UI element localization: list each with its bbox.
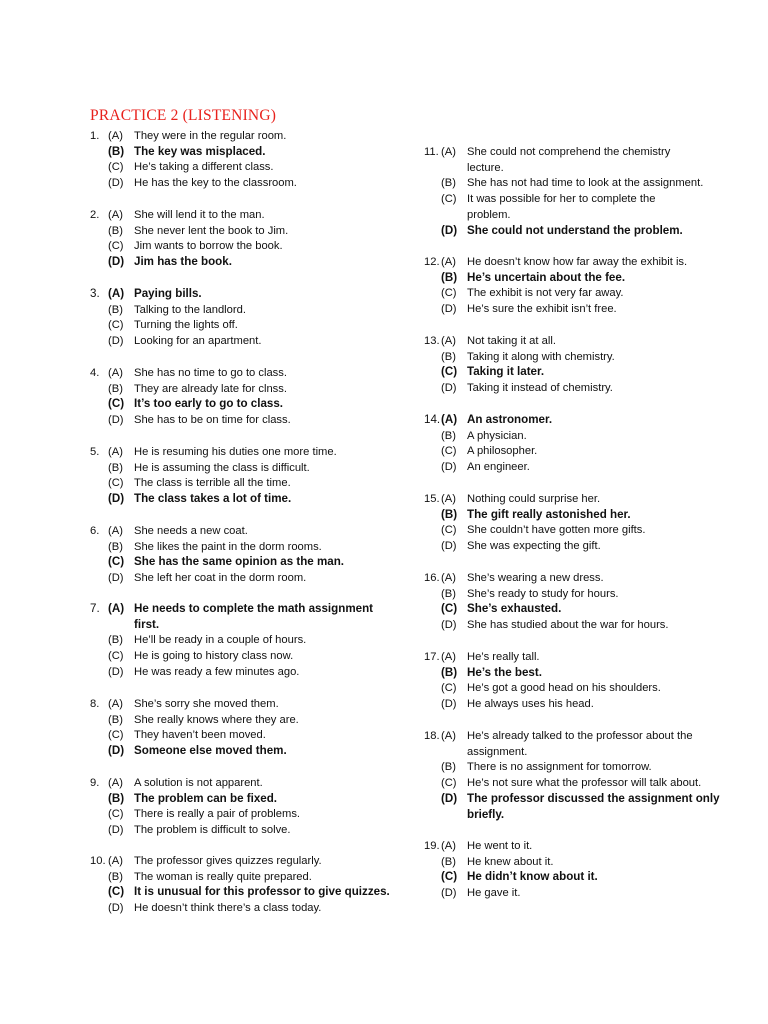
option-text: He has the key to the classroom. xyxy=(134,177,297,190)
option-letter: (A) xyxy=(108,367,123,379)
option-text: He’s not sure what the professor will talk about. xyxy=(467,777,702,790)
option-text: She has studied about the war for hours. xyxy=(467,619,669,632)
question-number: 1. xyxy=(90,130,100,142)
question-number: 10. xyxy=(90,855,106,867)
question-number: 6. xyxy=(90,525,100,537)
option-text: She has to be on time for class. xyxy=(134,414,291,427)
option-text: She has the same opinion as the man. xyxy=(134,555,345,569)
option-text: Turning the lights off. xyxy=(134,319,238,332)
option-text: assignment. xyxy=(467,745,528,758)
option-letter: (C) xyxy=(441,524,457,537)
question-number: 11. xyxy=(424,146,439,158)
option-text: She will lend it to the man. xyxy=(134,209,265,221)
option-letter: (B) xyxy=(108,144,125,158)
option-text: He’s got a good head on his shoulders. xyxy=(467,682,661,695)
option-letter: (A) xyxy=(108,602,125,615)
option-text: A physician. xyxy=(467,429,527,442)
option-letter: (B) xyxy=(108,791,125,805)
option-letter: (B) xyxy=(441,855,456,868)
option-letter: (C) xyxy=(108,477,124,490)
option-text: The key was misplaced. xyxy=(134,144,266,158)
option-letter: (D) xyxy=(108,335,124,348)
option-letter: (C) xyxy=(108,240,124,253)
option-text: She really knows where they are. xyxy=(134,713,299,726)
option-text: Not taking it at all. xyxy=(467,335,556,347)
option-text: The problem can be fixed. xyxy=(134,791,278,805)
option-text: The gift really astonished her. xyxy=(467,507,631,521)
option-text: The class takes a lot of time. xyxy=(134,492,292,506)
option-letter: (C) xyxy=(108,650,124,663)
option-letter: (C) xyxy=(108,319,124,332)
option-letter: (A) xyxy=(108,446,123,458)
option-letter: (B) xyxy=(441,665,458,679)
option-text: She’s ready to study for hours. xyxy=(467,587,619,600)
question-number: 16. xyxy=(424,572,440,584)
option-text: She needs a new coat. xyxy=(134,525,248,537)
option-text: Nothing could surprise her. xyxy=(467,493,601,505)
option-text: Taking it instead of chemistry. xyxy=(467,382,613,395)
option-text: He was ready a few minutes ago. xyxy=(134,665,300,678)
option-text: Paying bills. xyxy=(134,287,202,300)
option-letter: (A) xyxy=(441,840,456,852)
option-text: The class is terrible all the time. xyxy=(134,477,291,490)
option-text: He’s the best. xyxy=(467,665,542,679)
option-letter: (A) xyxy=(441,572,456,584)
option-letter: (D) xyxy=(441,540,457,553)
option-text: Someone else moved them. xyxy=(134,744,287,758)
option-letter: (A) xyxy=(441,651,456,663)
question-number: 3. xyxy=(90,287,100,300)
option-letter: (B) xyxy=(441,507,458,521)
option-letter: (B) xyxy=(108,461,123,474)
option-letter: (D) xyxy=(108,824,124,837)
option-letter: (B) xyxy=(108,382,123,395)
option-letter: (B) xyxy=(441,761,456,774)
option-text: He’s uncertain about the fee. xyxy=(467,270,626,284)
option-text: There is really a pair of problems. xyxy=(134,808,301,821)
option-letter: (B) xyxy=(108,870,123,883)
option-letter: (D) xyxy=(441,791,458,805)
option-letter: (D) xyxy=(441,303,457,316)
option-text: She’s sorry she moved them. xyxy=(134,698,279,710)
option-text: He’ll be ready in a couple of hours. xyxy=(134,634,307,647)
option-text: She’s wearing a new dress. xyxy=(467,572,604,584)
option-text: He is assuming the class is difficult. xyxy=(134,461,310,474)
option-letter: (A) xyxy=(441,730,456,742)
question-number: 2. xyxy=(90,209,100,221)
option-text: She was expecting the gift. xyxy=(467,540,601,553)
option-text: It’s too early to go to class. xyxy=(134,397,284,411)
option-letter: (C) xyxy=(108,555,125,569)
option-letter: (A) xyxy=(441,493,456,505)
option-text: She couldn’t have gotten more gifts. xyxy=(467,524,646,537)
option-text: Jim wants to borrow the book. xyxy=(134,240,283,253)
option-text: He’s taking a different class. xyxy=(134,161,274,174)
option-letter: (B) xyxy=(441,350,456,363)
option-letter: (C) xyxy=(441,682,457,695)
option-text: briefly. xyxy=(467,807,505,821)
option-text: The woman is really quite prepared. xyxy=(134,870,312,883)
option-text: It was possible for her to complete the xyxy=(467,193,656,206)
option-text: Taking it later. xyxy=(467,365,545,379)
option-letter: (D) xyxy=(108,665,124,678)
option-text: He’s already talked to the professor about the xyxy=(467,730,693,742)
option-letter: (C) xyxy=(108,808,124,821)
question-number: 18. xyxy=(424,730,440,742)
option-text: There is no assignment for tomorrow. xyxy=(467,761,652,774)
option-letter: (C) xyxy=(441,602,458,616)
option-text: problem. xyxy=(467,208,511,221)
option-letter: (D) xyxy=(108,177,124,190)
option-letter: (A) xyxy=(108,130,123,142)
option-letter: (D) xyxy=(441,223,458,237)
option-text: She likes the paint in the dorm rooms. xyxy=(134,540,322,553)
option-text: He’s sure the exhibit isn’t free. xyxy=(467,303,617,316)
option-text: Jim has the book. xyxy=(134,255,232,269)
option-letter: (B) xyxy=(108,634,123,647)
option-text: The exhibit is not very far away. xyxy=(467,287,624,300)
option-text: She’s exhausted. xyxy=(467,602,562,616)
option-text: He is going to history class now. xyxy=(134,650,294,663)
option-letter: (C) xyxy=(441,193,457,206)
option-text: She left her coat in the dorm room. xyxy=(134,572,307,585)
option-text: She has not had time to look at the assignment. xyxy=(467,177,704,190)
option-letter: (C) xyxy=(108,885,125,899)
option-text: The professor gives quizzes regularly. xyxy=(134,855,322,867)
option-text: They were in the regular room. xyxy=(134,130,287,142)
option-letter: (C) xyxy=(441,365,458,379)
option-letter: (B) xyxy=(441,429,456,442)
option-text: He always uses his head. xyxy=(467,698,594,711)
option-text: She never lent the book to Jim. xyxy=(134,224,289,237)
option-letter: (A) xyxy=(108,525,123,537)
question-number: 19. xyxy=(424,840,440,852)
question-number: 4. xyxy=(90,367,100,379)
option-text: He’s really tall. xyxy=(467,651,540,663)
option-letter: (A) xyxy=(108,777,123,789)
option-text: He is resuming his duties one more time. xyxy=(134,446,337,458)
option-letter: (D) xyxy=(108,572,124,585)
option-letter: (A) xyxy=(441,335,456,347)
question-number: 15. xyxy=(424,493,440,505)
option-text: An engineer. xyxy=(467,461,530,474)
option-text: He doesn’t think there’s a class today. xyxy=(134,902,322,915)
option-text: An astronomer. xyxy=(467,413,553,426)
option-letter: (C) xyxy=(108,161,124,174)
option-letter: (B) xyxy=(108,303,123,316)
option-text: She could not understand the problem. xyxy=(467,223,683,237)
option-letter: (C) xyxy=(441,445,457,458)
option-text: Looking for an apartment. xyxy=(134,335,262,348)
option-letter: (A) xyxy=(441,146,456,158)
option-letter: (A) xyxy=(108,698,123,710)
option-text: A philosopher. xyxy=(467,445,538,458)
option-letter: (B) xyxy=(108,713,123,726)
option-letter: (D) xyxy=(441,461,457,474)
option-letter: (D) xyxy=(108,492,125,506)
option-text: He knew about it. xyxy=(467,855,554,868)
option-text: lecture. xyxy=(467,161,504,174)
option-letter: (C) xyxy=(441,870,458,884)
option-letter: (C) xyxy=(108,397,125,411)
option-text: Talking to the landlord. xyxy=(134,303,246,316)
option-letter: (B) xyxy=(108,224,123,237)
question-number: 7. xyxy=(90,602,100,615)
question-number: 5. xyxy=(90,446,100,458)
option-letter: (C) xyxy=(441,287,457,300)
page-title: PRACTICE 2 (LISTENING) xyxy=(90,107,277,124)
option-letter: (D) xyxy=(108,744,125,758)
option-letter: (B) xyxy=(441,587,456,600)
option-letter: (D) xyxy=(441,382,457,395)
option-letter: (A) xyxy=(441,413,458,426)
option-text: They are already late for clnss. xyxy=(134,382,287,395)
question-number: 13. xyxy=(424,335,440,347)
question-number: 8. xyxy=(90,698,100,710)
option-letter: (A) xyxy=(108,287,125,300)
question-number: 14. xyxy=(424,413,441,426)
option-text: It is unusual for this professor to give quizzes. xyxy=(134,885,390,899)
option-text: Taking it along with chemistry. xyxy=(467,350,615,363)
question-number: 17. xyxy=(424,651,440,663)
option-letter: (A) xyxy=(441,256,456,268)
option-letter: (A) xyxy=(108,209,123,221)
option-letter: (D) xyxy=(441,619,457,632)
option-text: The professor discussed the assignment only xyxy=(467,791,720,805)
option-text: He doesn’t know how far away the exhibit is. xyxy=(467,256,688,268)
option-letter: (D) xyxy=(108,902,124,915)
option-text: He didn’t know about it. xyxy=(467,870,598,884)
option-text: first. xyxy=(134,617,160,631)
question-number: 9. xyxy=(90,777,100,789)
option-letter: (A) xyxy=(108,855,123,867)
option-text: The problem is difficult to solve. xyxy=(134,824,291,837)
option-text: She has no time to go to class. xyxy=(134,367,287,379)
option-letter: (B) xyxy=(108,540,123,553)
option-letter: (D) xyxy=(441,698,457,711)
option-letter: (C) xyxy=(108,729,124,742)
option-letter: (D) xyxy=(108,414,124,427)
question-number: 12. xyxy=(424,256,440,268)
option-text: She could not comprehend the chemistry xyxy=(467,146,671,158)
option-letter: (D) xyxy=(108,255,125,269)
option-text: He went to it. xyxy=(467,840,533,852)
option-letter: (C) xyxy=(441,777,457,790)
option-text: He needs to complete the math assignment xyxy=(134,602,374,615)
option-letter: (B) xyxy=(441,270,458,284)
option-letter: (B) xyxy=(441,177,456,190)
option-letter: (D) xyxy=(441,887,457,900)
option-text: A solution is not apparent. xyxy=(134,777,263,789)
option-text: He gave it. xyxy=(467,887,521,900)
option-text: They haven’t been moved. xyxy=(134,729,266,742)
